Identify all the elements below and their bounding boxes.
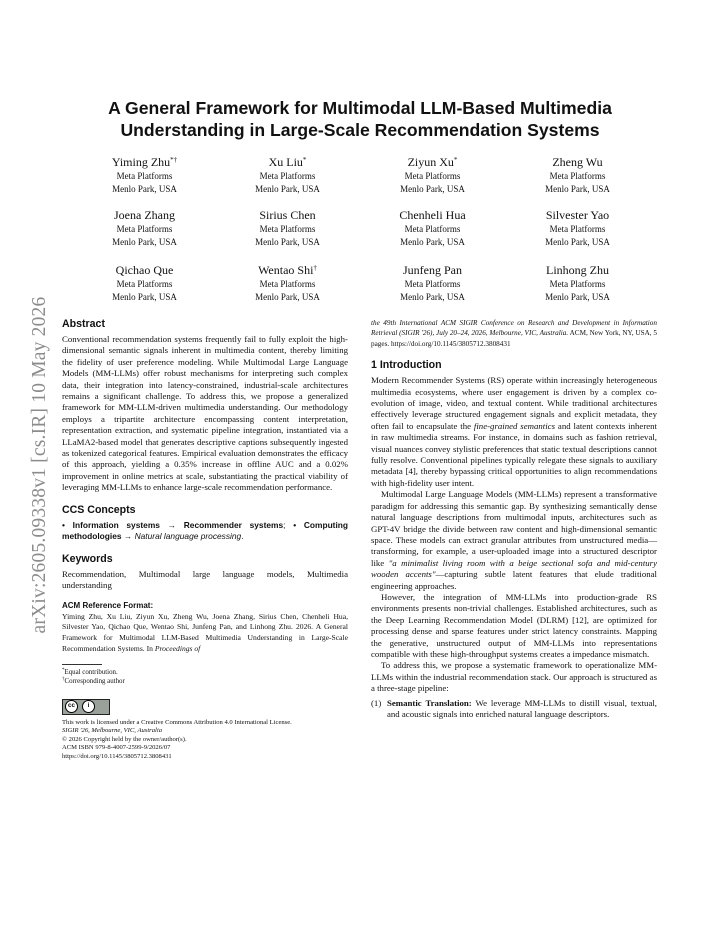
reference-format-continued-plain: ACM, New York, NY, USA, 5 pages. https://doi.org/10.1145/3805712.3808431 [371, 329, 657, 348]
author-card [72, 208, 217, 248]
ccs-item-2: • Computing methodologies [62, 519, 349, 542]
author-location: Menlo Park, USA [400, 236, 465, 247]
keywords-heading: Keywords [62, 552, 113, 565]
author-affiliation: Meta Platforms [549, 279, 606, 289]
ccs-item-1-sub: Recommender systems [183, 519, 284, 530]
author-name: Wentao Shi [258, 263, 314, 277]
pipeline-list [371, 698, 657, 721]
arxiv-identifier-text: arXiv:2605.09338v1 [cs.IR] 10 May 2026 [29, 296, 50, 634]
author-location: Menlo Park, USA [400, 291, 465, 302]
author-affiliation: Meta Platforms [404, 224, 461, 234]
footnote-equal-text: Equal contribution. [64, 669, 118, 677]
author-card [72, 263, 217, 303]
author-affiliation: Meta Platforms [259, 279, 316, 289]
reference-format-main: Yiming Zhu, Xu Liu, Ziyun Xu, Zheng Wu, Joena Zhang, Sirius Chen, Chenheli Hua, Silvester Yao, Qichao Que, Wentao Shi, Junfeng Pan, and Linhong Zhu. 2026. A General Framework for Multimodal LLM-Based Multimedia Understanding in Large-Scale Recommendation Systems. In [62, 611, 348, 653]
author-location: Menlo Park, USA [112, 183, 177, 194]
list-item-title: Semantic Translation: [387, 697, 472, 708]
ccs-item-1: • Information systems [62, 519, 160, 530]
paper-title: A General Framework for Multimodal LLM-Based Multimedia Understanding in Large-Scale Recommendation Systems [108, 98, 612, 140]
right-column [371, 318, 657, 720]
author-location: Menlo Park, USA [112, 236, 177, 247]
reference-format-continued [371, 318, 657, 349]
left-column [62, 318, 348, 761]
author-mark: *† [170, 156, 178, 164]
author-affiliation: Meta Platforms [116, 279, 173, 289]
author-name: Chenheli Hua [399, 208, 466, 222]
author-affiliation: Meta Platforms [404, 279, 461, 289]
conference-line: SIGIR '26, Melbourne, VIC, Australia [62, 727, 163, 735]
author-affiliation: Meta Platforms [116, 171, 173, 181]
author-location: Menlo Park, USA [255, 183, 320, 194]
abstract-text: Conventional recommendation systems frequently fail to fully exploit the high-dimensional semantic signals inherent in multimedia content, thereby limiting the fidelity of user preference modeling. While Multimodal Large Language Models (MM-LLMs) offer robust mechanisms for interpreting such complex data, their integration into latency-constrained, industrial-scale architectures remains a significant challenge. To address this, we propose a generalized framework for MM-LLM-driven multimedia understanding. Our methodology employs a tripartite architecture encompassing content interpretation, representation extraction, and systematic pipeline integration, instantiated via a LLaMA2-based model that generates descriptive captions subsequently ingested as tokenized categorical features. Empirical evaluation demonstrates the efficacy of this approach, yielding a 0.35% increase in offline AUC and a 0.02% improvement in online metrics at scale, substantiating the practical viability of leveraging MM-LLMs to enhance large-scale recommendation performance. [62, 334, 348, 493]
intro-p1-text: Modern Recommender Systems (RS) operate within increasingly heterogeneous multimedia ecosystems, where user engagement is driven by a complex co-evolution of image, video, and textual content. While traditional architectures effectively leverage structured engagement signals and explicit metadata, they often fail to encapsulate the [371, 375, 657, 431]
cc-icon: cc [65, 700, 78, 713]
author-name: Xu Liu [268, 155, 303, 169]
author-location: Menlo Park, USA [545, 183, 610, 194]
author-card [360, 208, 505, 248]
reference-format-italic: Proceedings of [154, 643, 201, 653]
reference-format-continued-italic: the 49th International ACM SIGIR Conference on Research and Development in Information Retrieval (SIGIR '26), July 20–24, 2026, Melbourne, VIC, Australia. [371, 319, 657, 338]
author-name: Ziyun Xu [407, 155, 454, 169]
author-name: Sirius Chen [259, 208, 316, 222]
introduction-heading: 1 Introduction [371, 359, 442, 372]
author-card [505, 263, 650, 303]
author-affiliation: Meta Platforms [259, 171, 316, 181]
author-name: Qichao Que [115, 263, 174, 277]
author-location: Menlo Park, USA [112, 291, 177, 302]
cc-by-badge[interactable] [62, 699, 110, 715]
intro-p1-emphasis: fine-grained semantics [473, 420, 556, 431]
author-location: Menlo Park, USA [255, 291, 320, 302]
footnote-mark: * [62, 668, 65, 674]
intro-p2-text-cont: —capturing subtle latent features that elude traditional engineering approaches. [371, 569, 657, 591]
intro-paragraph-4: To address this, we propose a systematic framework to operationalize MM-LLMs within the industrial recommendation stack. Our approach is structured as a three-stage pipeline: [371, 660, 657, 694]
ccs-heading: CCS Concepts [62, 503, 136, 516]
author-name: Linhong Zhu [546, 263, 609, 277]
author-location: Menlo Park, USA [545, 236, 610, 247]
doi-link[interactable]: https://doi.org/10.1145/3805712.3808431 [62, 752, 172, 760]
ccs-separator: ; [283, 519, 294, 530]
author-location: Menlo Park, USA [255, 236, 320, 247]
footnote-mark: † [62, 677, 65, 683]
author-name: Silvester Yao [545, 208, 610, 222]
author-affiliation: Meta Platforms [549, 224, 606, 234]
author-card [215, 208, 360, 248]
author-mark: * [453, 156, 458, 164]
author-card [215, 263, 360, 303]
intro-p1-text-cont: and latent contexts inherent in raw multimedia streams. For instance, in domains such as fashion retrieval, visual nuances convey stylistic preferences that static textual descriptions cannot fully resolve. Conventional pipelines typically relegate these signals to auxiliary metadata [4], thereby bypassing critical opportunities to align recommendations with high-fidelity user intent. [371, 420, 657, 488]
author-location: Menlo Park, USA [545, 291, 610, 302]
author-affiliation: Meta Platforms [259, 224, 316, 234]
author-name: Yiming Zhu [111, 155, 171, 169]
author-name: Zheng Wu [552, 155, 603, 169]
author-affiliation: Meta Platforms [549, 171, 606, 181]
footnote-corresponding [62, 677, 348, 686]
reference-format-heading: ACM Reference Format: [62, 601, 154, 611]
ccs-arrow: → [159, 519, 184, 530]
author-mark: * [302, 156, 307, 164]
ccs-item-2-sub: Natural language processing [134, 531, 242, 542]
ccs-arrow: → [121, 531, 135, 542]
footnote-equal [62, 668, 348, 677]
author-card [505, 208, 650, 248]
intro-paragraph-2 [371, 489, 657, 592]
author-card [360, 155, 505, 195]
arxiv-identifier [20, 250, 60, 680]
footnote-rule [62, 664, 102, 665]
intro-p2-emphasis: "a minimalist living room with a beige sectional sofa and mid-century wooden accents" [371, 557, 657, 580]
copyright-line: © 2026 Copyright held by the owner/author(s). [62, 735, 187, 743]
author-name: Junfeng Pan [403, 263, 462, 277]
license-block [62, 719, 348, 762]
list-number: (1) [371, 697, 382, 708]
author-card [360, 263, 505, 303]
isbn-line: ACM ISBN 979-8-4007-2599-9/2026/07 [62, 744, 171, 752]
author-affiliation: Meta Platforms [404, 171, 461, 181]
license-line: This work is licensed under a Creative Commons Attribution 4.0 International License. [62, 718, 292, 726]
author-card [215, 155, 360, 195]
ccs-concepts [62, 520, 348, 543]
list-item [371, 698, 657, 721]
list-item-body: We leverage MM-LLMs to distill visual, textual, and acoustic signals into enriched natural language descriptors. [387, 697, 657, 719]
author-card [505, 155, 650, 195]
intro-paragraph-1 [371, 375, 657, 489]
author-location: Menlo Park, USA [400, 183, 465, 194]
author-card [72, 155, 217, 195]
intro-p2-text: Multimodal Large Language Models (MM-LLMs) represent a transformative paradigm for addressing this semantic gap. By synthesizing semantically dense natural language descriptions from multimodal inputs, architectures such as GPT-4V bridge the divide between raw content and high-dimensional semantic space. These models can extract granular attributes from unstructured media—transforming, for example, a user-uploaded image into a structured descriptor like [371, 489, 657, 568]
ccs-end: . [241, 531, 244, 542]
author-mark: † [313, 264, 317, 272]
reference-format-text [62, 612, 348, 654]
intro-paragraph-3: However, the integration of MM-LLMs into production-grade RS environments presents non-trivial challenges. Established architectures, such as the Deep Learning Recommendation Model (DLRM) [12], are optimized for processing dense and sparse features under strict latency constraints. Mapping the generative, unstructured output of MM-LLMs into representations compatible with these high-throughput systems creates a impedance mismatch. [371, 591, 657, 659]
author-name: Joena Zhang [114, 208, 175, 222]
abstract-heading: Abstract [62, 318, 105, 330]
keywords-text: Recommendation, Multimodal large language models, Multimedia understanding [62, 568, 348, 590]
list-item-text [387, 698, 657, 721]
author-affiliation: Meta Platforms [116, 224, 173, 234]
attribution-icon: i [82, 700, 95, 713]
footnote-corresponding-text: Corresponding author [64, 678, 125, 686]
